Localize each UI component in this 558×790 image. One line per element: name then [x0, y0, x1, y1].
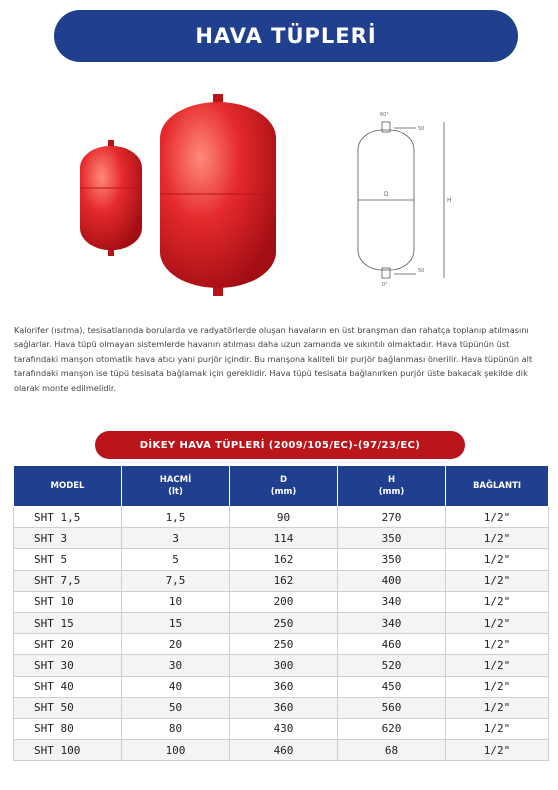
cell-connection: 1/2" [446, 528, 549, 549]
cell-diameter: 200 [230, 591, 338, 612]
vessel-photo [74, 90, 284, 300]
cell-diameter: 162 [230, 549, 338, 570]
description-paragraph: Kalorifer (ısıtma), tesisatlarında borularda ve radyatörlerde oluşan havaların en üst branşman dan rahatça toplanıp atılmasını sağlarlar. Hava tüpü olmayan sistemlerde havanın atılması daha uzun zamanda ve sıkıntılı olmaktadır. Hava tüpünün üst tarafındaki manşon otomatik hava atıcı yani purjör içindir. Bu manşona kaliteli bir purjör bağlanması önerilir. Hava tüpünün alt tarafındaki manşon ise tüpü tesisata bağlamak için gereklidir. Hava tüpü tesisata bağlanırken purjör üste bakacak şekilde dik olarak monte edilmelidir. [14, 325, 533, 393]
cell-model: SHT 20 [14, 634, 122, 655]
table-row [14, 528, 549, 549]
cell-volume: 5 [122, 549, 230, 570]
dim-bottom-label: 0° [382, 282, 388, 288]
cell-volume: 1,5 [122, 507, 230, 528]
header-height: H (mm) [338, 466, 446, 507]
cell-connection: 1/2" [446, 697, 549, 718]
table-row [14, 676, 549, 697]
cell-model: SHT 40 [14, 676, 122, 697]
cell-model: SHT 3 [14, 528, 122, 549]
cell-height: 340 [338, 591, 446, 612]
table-row [14, 507, 549, 528]
cell-connection: 1/2" [446, 591, 549, 612]
cell-diameter: 360 [230, 676, 338, 697]
cell-model: SHT 1,5 [14, 507, 122, 528]
cell-diameter: 360 [230, 697, 338, 718]
table-title-banner [95, 431, 465, 459]
cell-height: 270 [338, 507, 446, 528]
table-row [14, 740, 549, 761]
cell-volume: 20 [122, 634, 230, 655]
technical-drawing [344, 108, 464, 288]
cell-diameter: 162 [230, 570, 338, 591]
dim-h-label: H [447, 197, 452, 204]
cell-connection: 1/2" [446, 507, 549, 528]
cell-height: 520 [338, 655, 446, 676]
cell-model: SHT 10 [14, 591, 122, 612]
cell-volume: 40 [122, 676, 230, 697]
cell-diameter: 250 [230, 634, 338, 655]
header-connection: BAĞLANTI [446, 466, 549, 507]
cell-height: 340 [338, 612, 446, 633]
cell-volume: 30 [122, 655, 230, 676]
cell-height: 350 [338, 549, 446, 570]
header-diameter: D (mm) [230, 466, 338, 507]
cell-volume: 100 [122, 740, 230, 761]
cell-height: 68 [338, 740, 446, 761]
dim-top-label: 60° [380, 112, 389, 118]
cell-connection: 1/2" [446, 740, 549, 761]
cell-connection: 1/2" [446, 676, 549, 697]
table-row [14, 697, 549, 718]
cell-height: 450 [338, 676, 446, 697]
cell-height: 620 [338, 718, 446, 739]
title-banner [54, 10, 518, 62]
cell-model: SHT 7,5 [14, 570, 122, 591]
cell-volume: 7,5 [122, 570, 230, 591]
cell-height: 560 [338, 697, 446, 718]
cell-model: SHT 5 [14, 549, 122, 570]
cell-connection: 1/2" [446, 570, 549, 591]
cell-diameter: 300 [230, 655, 338, 676]
cell-diameter: 114 [230, 528, 338, 549]
table-row [14, 718, 549, 739]
cell-model: SHT 100 [14, 740, 122, 761]
cell-height: 460 [338, 634, 446, 655]
table-row [14, 549, 549, 570]
spec-table [13, 465, 549, 761]
cell-connection: 1/2" [446, 612, 549, 633]
cell-volume: 10 [122, 591, 230, 612]
cell-volume: 50 [122, 697, 230, 718]
cell-height: 350 [338, 528, 446, 549]
table-row [14, 612, 549, 633]
cell-diameter: 460 [230, 740, 338, 761]
cell-diameter: 250 [230, 612, 338, 633]
cell-diameter: 90 [230, 507, 338, 528]
table-row [14, 634, 549, 655]
cell-volume: 3 [122, 528, 230, 549]
dim-s2-label: 50 [418, 268, 425, 274]
table-title: DİKEY HAVA TÜPLERİ (2009/105/EC)-(97/23/EC) [139, 439, 421, 451]
cell-height: 400 [338, 570, 446, 591]
cell-model: SHT 80 [14, 718, 122, 739]
cell-volume: 80 [122, 718, 230, 739]
table-body [14, 507, 549, 761]
cell-volume: 15 [122, 612, 230, 633]
table-row [14, 591, 549, 612]
cell-model: SHT 15 [14, 612, 122, 633]
cell-connection: 1/2" [446, 718, 549, 739]
table-row [14, 655, 549, 676]
cell-model: SHT 50 [14, 697, 122, 718]
table-header-row [14, 466, 549, 507]
cell-connection: 1/2" [446, 549, 549, 570]
header-volume: HACMİ (lt) [122, 466, 230, 507]
page-title: HAVA TÜPLERİ [195, 24, 377, 48]
dim-s1-label: 50 [418, 126, 425, 132]
header-model: MODEL [14, 466, 122, 507]
cell-diameter: 430 [230, 718, 338, 739]
cell-connection: 1/2" [446, 655, 549, 676]
cell-model: SHT 30 [14, 655, 122, 676]
dim-d-label: D [384, 191, 389, 198]
cell-connection: 1/2" [446, 634, 549, 655]
table-row [14, 570, 549, 591]
